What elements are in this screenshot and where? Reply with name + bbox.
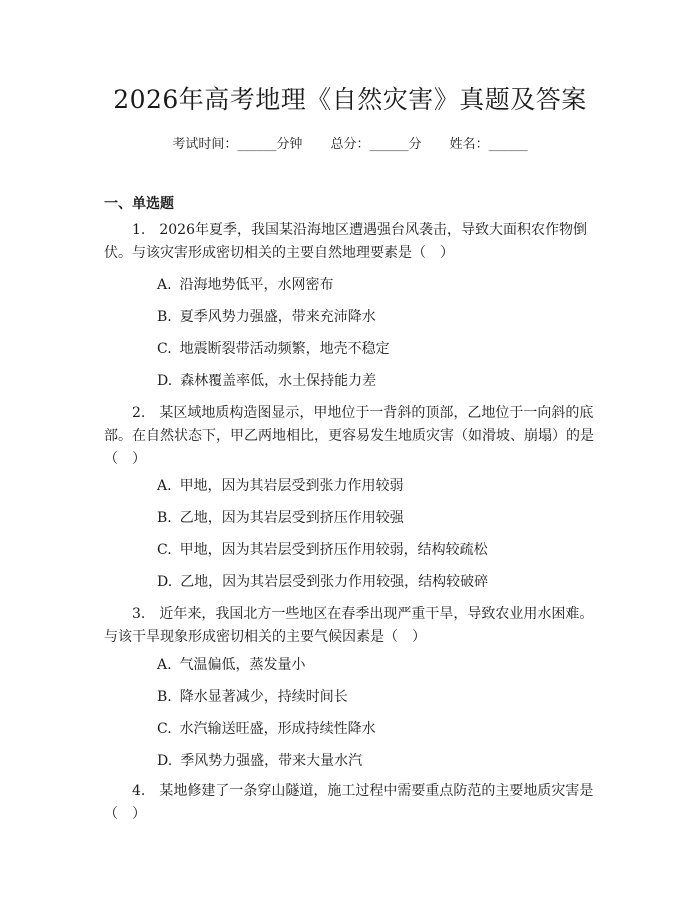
question-1-option-d	[157, 372, 376, 390]
option-letter: C.	[157, 721, 172, 737]
option-letter: C.	[157, 341, 172, 357]
option-text: 水汽输送旺盛，形成持续性降水	[179, 721, 376, 737]
exam-time-blank: ______	[237, 137, 277, 152]
total-score-field	[330, 137, 421, 152]
question-3-option-c	[157, 720, 376, 738]
section-heading: 一、单选题	[104, 196, 174, 212]
exam-time-label: 考试时间：	[172, 137, 238, 152]
option-text: 地震断裂带活动频繁，地壳不稳定	[179, 341, 390, 357]
option-letter: A.	[157, 657, 172, 673]
question-1-option-b	[157, 308, 376, 326]
question-3-option-d	[157, 752, 362, 770]
question-1-stem: 1. 2026年夏季，我国某沿海地区遭遇强台风袭击，导致大面积农作物倒伏。与该灾害形成密切相关的主要自然地理要素是（ ）	[104, 222, 587, 261]
option-text: 季风势力强盛，带来大量水汽	[180, 753, 363, 769]
exam-time-unit: 分钟	[276, 137, 303, 152]
question-2-option-b	[157, 509, 404, 527]
option-letter: B.	[157, 309, 172, 325]
total-score-unit: 分	[408, 137, 422, 152]
question-2-stem: 2. 某区域地质构造图显示，甲地位于一背斜的顶部，乙地位于一向斜的底部。在自然状态下，甲乙两地相比，更容易发生地质灾害（如滑坡、崩塌）的是（ ）	[104, 405, 594, 467]
exam-time-field	[172, 137, 302, 152]
option-letter: D.	[157, 753, 173, 769]
option-letter: A.	[157, 277, 172, 293]
option-text: 甲地，因为其岩层受到挤压作用较弱，结构较疏松	[179, 542, 488, 558]
question-2-option-a	[157, 477, 404, 495]
option-letter: A.	[157, 478, 172, 494]
question-2-option-d	[157, 573, 488, 591]
option-letter: B.	[157, 510, 172, 526]
total-score-blank: ______	[369, 137, 409, 152]
question-1-option-c	[157, 340, 390, 358]
option-text: 气温偏低，蒸发量小	[179, 657, 306, 673]
option-text: 乙地，因为其岩层受到张力作用较强，结构较破碎	[180, 574, 489, 590]
student-name-blank: ______	[488, 137, 528, 152]
option-text: 甲地，因为其岩层受到张力作用较弱	[179, 478, 404, 494]
question-3-option-a	[157, 656, 306, 674]
question-1-option-a	[157, 276, 334, 294]
option-text: 降水显著减少，持续时间长	[179, 689, 348, 705]
option-letter: D.	[157, 574, 173, 590]
option-text: 夏季风势力强盛，带来充沛降水	[179, 309, 376, 325]
exam-title: 2026年高考地理《自然灾害》真题及答案	[113, 85, 587, 114]
option-letter: C.	[157, 542, 172, 558]
question-2-option-c	[157, 541, 488, 559]
option-text: 沿海地势低平，水网密布	[179, 277, 334, 293]
student-name-label: 姓名：	[449, 137, 489, 152]
question-4-stem: 4. 某地修建了一条穿山隧道，施工过程中需要重点防范的主要地质灾害是（ ）	[104, 783, 594, 822]
option-text: 森林覆盖率低，水土保持能力差	[180, 373, 377, 389]
student-name-field	[450, 137, 528, 152]
option-letter: D.	[157, 373, 173, 389]
total-score-label: 总分：	[330, 137, 370, 152]
question-3-stem: 3. 近年来，我国北方一些地区在春季出现严重干旱，导致农业用水困难。与该干旱现象形成密切相关的主要气候因素是（ ）	[104, 606, 594, 645]
option-letter: B.	[157, 689, 172, 705]
exam-info-line	[0, 133, 700, 152]
question-3-option-b	[157, 688, 348, 706]
option-text: 乙地，因为其岩层受到挤压作用较强	[179, 510, 404, 526]
